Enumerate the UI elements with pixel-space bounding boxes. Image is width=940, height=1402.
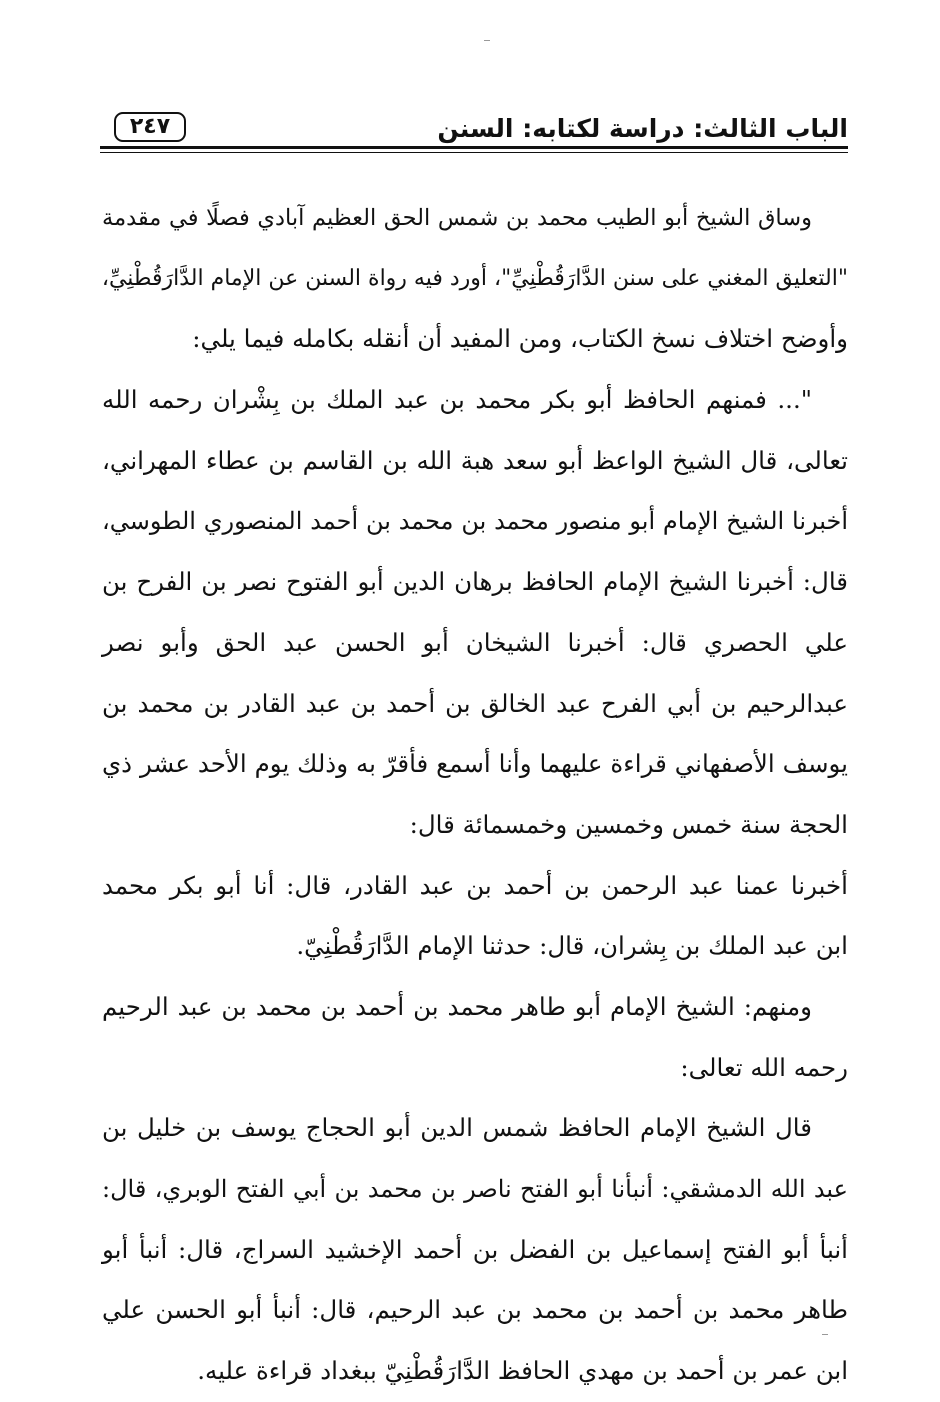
text-line: تعالى، قال الشيخ الواعظ أبو سعد هبة الله بن القاسم بن عطاء المهراني، bbox=[102, 445, 848, 475]
text-line: قال: أخبرنا الشيخ الإمام الحافظ برهان الدين أبو الفتوح نصر بن الفرح بن bbox=[102, 567, 848, 597]
text-line: قال الشيخ الإمام الحافظ شمس الدين أبو الحجاج يوسف بن خليل بن bbox=[102, 1113, 812, 1143]
header-rule-thick bbox=[100, 146, 848, 149]
text-line: أخبرنا الشيخ الإمام أبو منصور محمد بن محمد بن أحمد المنصوري الطوسي، bbox=[102, 507, 848, 536]
chapter-title: الباب الثالث: دراسة لكتابه: السنن bbox=[437, 114, 848, 143]
text-line: عبد الله الدمشقي: أنبأنا أبو الفتح ناصر بن محمد بن أبي الفتح الوبري، قال: bbox=[102, 1175, 848, 1203]
text-line: يوسف الأصفهاني قراءة عليهما وأنا أسمع فأقرّ به وذلك يوم الأحد عشر ذي bbox=[102, 749, 848, 779]
text-line: الحجة سنة خمس وخمسين وخمسمائة قال: bbox=[409, 809, 848, 839]
text-line: وأوضح اختلاف نسخ الكتاب، ومن المفيد أن أنقله بكامله فيما يلي: bbox=[192, 324, 848, 354]
scan-speck bbox=[822, 1334, 828, 1335]
text-line: طاهر محمد بن أحمد بن محمد بن عبد الرحيم، قال: أنبأ أبو الحسن علي bbox=[102, 1295, 848, 1325]
text-line: وساق الشيخ أبو الطيب محمد بن شمس الحق العظيم آبادي فصلًا في مقدمة bbox=[102, 205, 812, 231]
text-line: علي الحصري قال: أخبرنا الشيخان أبو الحسن عبد الحق وأبو نصر bbox=[102, 627, 848, 657]
text-line: رحمه الله تعالى: bbox=[680, 1052, 848, 1082]
header-rule-thin bbox=[100, 152, 848, 153]
text-line: ومنهم: الشيخ الإمام أبو طاهر محمد بن أحمد بن محمد بن عبد الرحيم bbox=[102, 991, 812, 1021]
scan-speck bbox=[484, 40, 490, 41]
text-line: "التعليق المغني على سنن الدَّارَقُطْنِيِّ"، أورد فيه رواة السنن عن الإمام الدَّارَقُطْنِيِّ، bbox=[101, 265, 848, 291]
text-line: عبدالرحيم بن أبي الفرح عبد الخالق بن أحمد بن عبد القادر بن محمد بن bbox=[102, 688, 848, 718]
text-line: أنبأ أبو الفتح إسماعيل بن الفضل بن أحمد الإخشيد السراج، قال: أنبأ أبو bbox=[102, 1234, 848, 1264]
body-text bbox=[102, 188, 848, 1402]
text-line: "... فمنهم الحافظ أبو بكر محمد بن عبد الملك بن بِشْران رحمه الله bbox=[102, 385, 812, 415]
text-line: أخبرنا عمنا عبد الرحمن بن أحمد بن عبد القادر، قال: أنا أبو بكر محمد bbox=[102, 870, 848, 900]
text-line: ابن عمر بن أحمد بن مهدي الحافظ الدَّارَقُطْنِيّ ببغداد قراءة عليه. bbox=[197, 1356, 848, 1386]
text-line: ابن عبد الملك بن بِشران، قال: حدثنا الإمام الدَّارَقُطْنِيّ. bbox=[296, 931, 848, 961]
page-number-badge: ٢٤٧ bbox=[114, 112, 186, 142]
